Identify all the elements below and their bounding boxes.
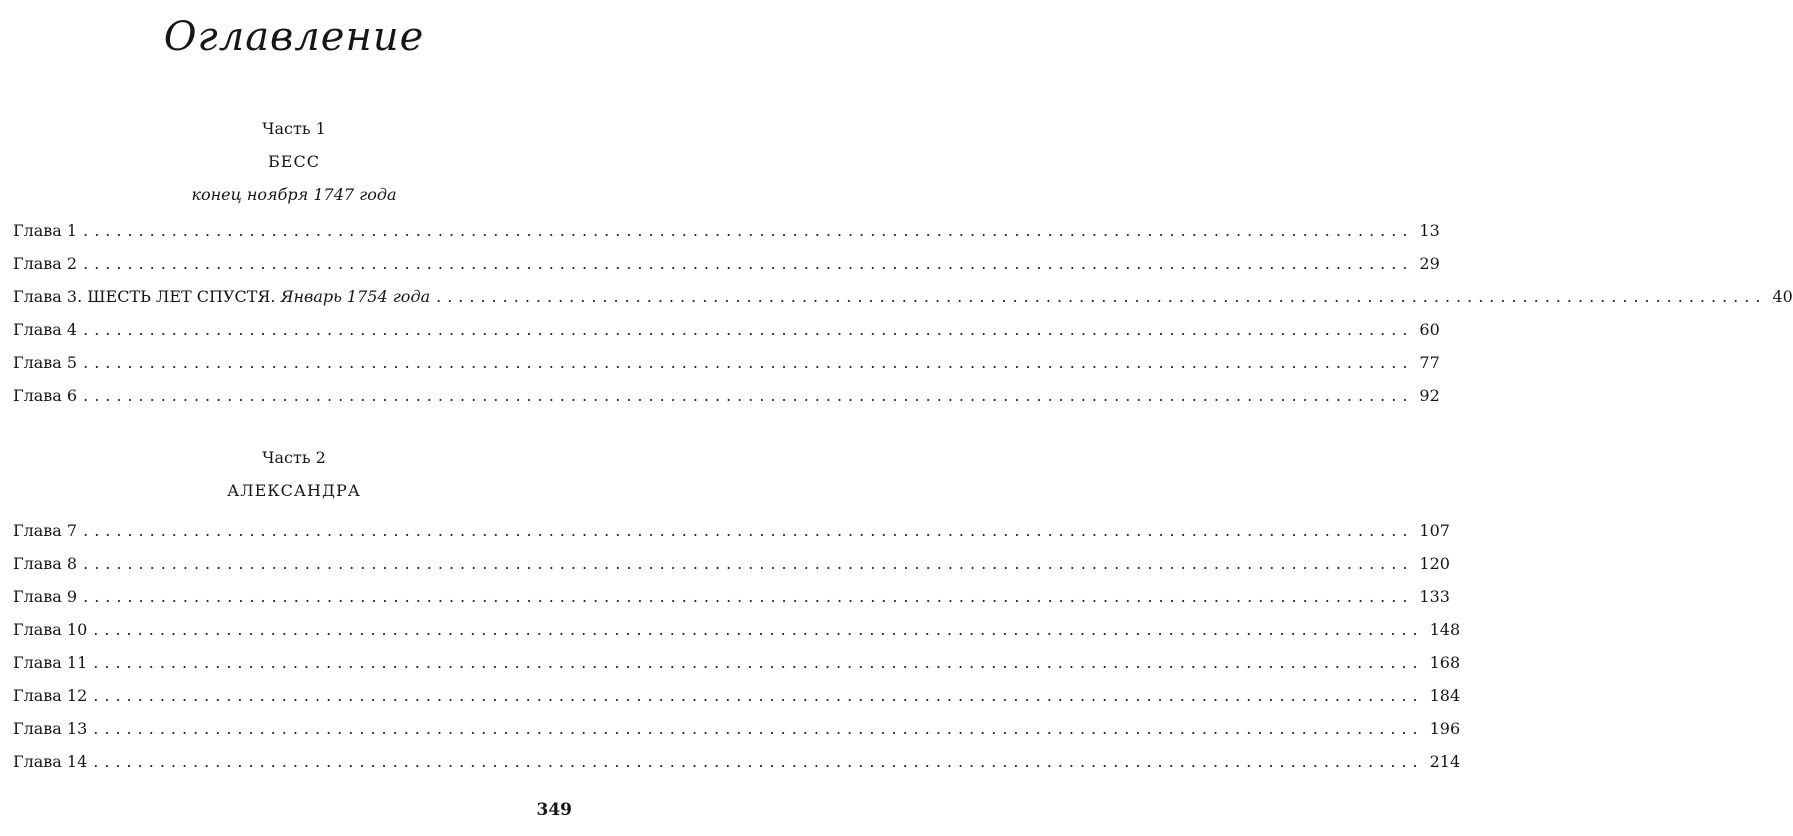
dot-leader: ........................................................................................................................ [83, 386, 1414, 405]
toc-entry-page: 214 [1429, 752, 1461, 771]
dot-leader: ........................................................................................................................ [83, 554, 1414, 573]
toc-entry-label [13, 379, 77, 412]
toc-entry[interactable] [13, 214, 1440, 247]
toc-entry-label [13, 580, 77, 613]
chapter-title: Глава 4 [13, 320, 78, 339]
toc-entry-label [13, 214, 77, 247]
chapter-title: Глава 13 [13, 719, 88, 738]
toc-entry-label [13, 514, 77, 547]
toc-entry-label [13, 646, 87, 679]
dot-leader: ........................................................................................................................ [436, 287, 1767, 306]
dot-leader: ........................................................................................................................ [83, 587, 1414, 606]
part-1-label: Часть 1 [262, 119, 326, 138]
toc-entry[interactable] [13, 280, 1793, 313]
part-1-name: БЕСС [268, 152, 320, 171]
chapter-title: Глава 10 [13, 620, 88, 639]
dot-leader: ........................................................................................................................ [83, 353, 1414, 372]
chapter-title: Глава 11 [13, 653, 88, 672]
toc-entry-page: 60 [1419, 320, 1440, 339]
toc-entry[interactable] [13, 646, 1461, 679]
toc-entry[interactable] [13, 547, 1450, 580]
toc-entry[interactable] [13, 247, 1440, 280]
toc-entry-page: 77 [1419, 353, 1440, 372]
part-1-subtitle: конец ноября 1747 года [191, 185, 397, 204]
toc-entry-label [13, 346, 77, 379]
chapter-title: Глава 8 [13, 554, 78, 573]
chapter-title: Глава 6 [13, 386, 78, 405]
part-2-label: Часть 2 [262, 448, 326, 467]
toc-entry-page: 196 [1429, 719, 1461, 738]
toc-entry[interactable] [13, 613, 1461, 646]
toc-entry[interactable] [13, 514, 1450, 547]
toc-entry-label [13, 280, 430, 313]
toc-entry-page: 168 [1429, 653, 1461, 672]
dot-leader: ........................................................................................................................ [93, 686, 1424, 705]
dot-leader: ........................................................................................................................ [83, 221, 1414, 240]
dot-leader: ........................................................................................................................ [93, 620, 1424, 639]
chapter-title: Глава 9 [13, 587, 78, 606]
toc-part-1 [13, 214, 1793, 412]
toc-entry-label [13, 712, 87, 745]
toc-entry-label [13, 613, 87, 646]
toc-entry[interactable] [13, 379, 1440, 412]
toc-entry-page: 29 [1419, 254, 1440, 273]
page-number: 349 [536, 800, 572, 820]
toc-entry-label [13, 247, 77, 280]
toc-entry-label [13, 313, 77, 346]
chapter-title: Глава 3. ШЕСТЬ ЛЕТ СПУСТЯ. [13, 287, 276, 306]
dot-leader: ........................................................................................................................ [83, 521, 1414, 540]
chapter-date: Январь 1754 года [280, 287, 431, 306]
toc-entry-page: 148 [1429, 620, 1461, 639]
toc-part-2 [13, 514, 1461, 778]
toc-entry-page: 120 [1419, 554, 1450, 573]
toc-entry[interactable] [13, 679, 1461, 712]
toc-entry-label [13, 547, 77, 580]
toc-entry-page: 40 [1772, 287, 1793, 306]
chapter-title: Глава 14 [13, 752, 88, 771]
toc-entry-label [13, 679, 87, 712]
dot-leader: ........................................................................................................................ [93, 719, 1424, 738]
toc-entry-page: 133 [1419, 587, 1450, 606]
toc-entry[interactable] [13, 580, 1450, 613]
toc-entry-page: 184 [1429, 686, 1461, 705]
toc-entry-page: 107 [1419, 521, 1450, 540]
chapter-title: Глава 7 [13, 521, 78, 540]
toc-entry[interactable] [13, 712, 1461, 745]
toc-entry-page: 92 [1419, 386, 1440, 405]
chapter-title: Глава 5 [13, 353, 78, 372]
part-2-name: АЛЕКСАНДРА [227, 481, 361, 500]
dot-leader: ........................................................................................................................ [93, 653, 1424, 672]
toc-entry-label [13, 745, 87, 778]
dot-leader: ........................................................................................................................ [83, 320, 1414, 339]
dot-leader: ........................................................................................................................ [93, 752, 1424, 771]
toc-entry[interactable] [13, 745, 1461, 778]
dot-leader: ........................................................................................................................ [83, 254, 1414, 273]
toc-entry[interactable] [13, 313, 1440, 346]
chapter-title: Глава 1 [13, 221, 78, 240]
toc-entry[interactable] [13, 346, 1440, 379]
page-title: Оглавление [163, 14, 425, 60]
toc-entry-page: 13 [1419, 221, 1440, 240]
chapter-title: Глава 2 [13, 254, 78, 273]
chapter-title: Глава 12 [13, 686, 88, 705]
